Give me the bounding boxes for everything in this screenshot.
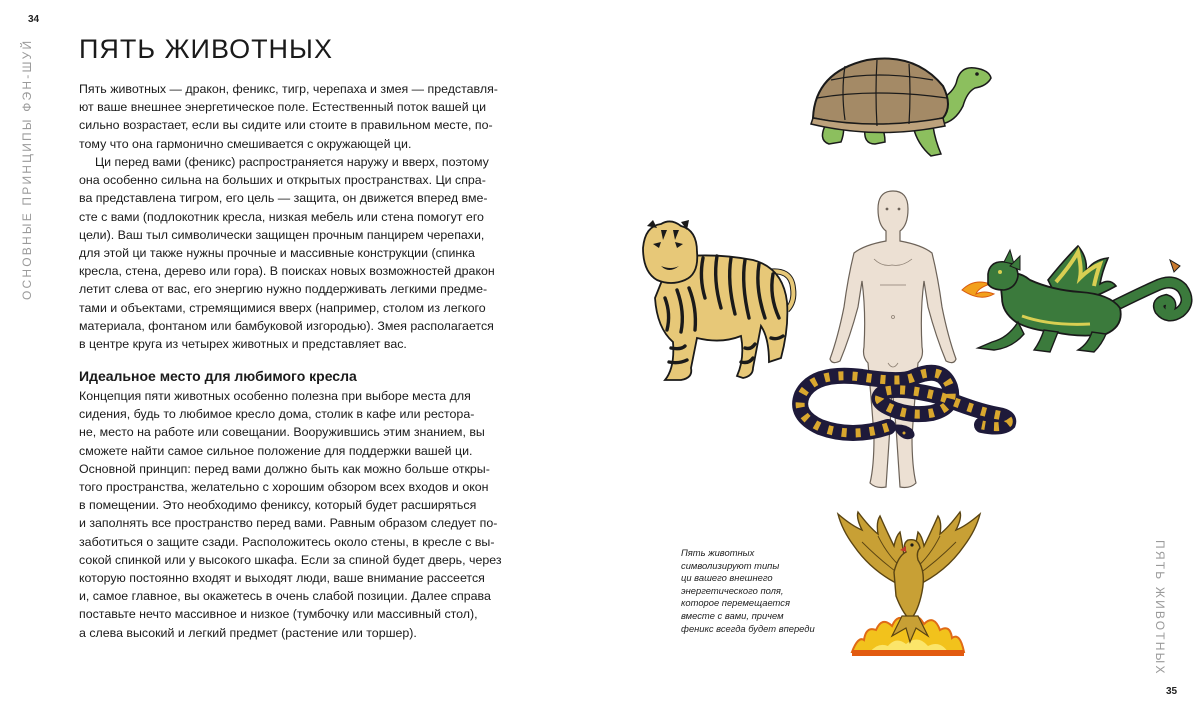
body-text-line: сильно возрастает, если вы сидите или стоите в правильном месте, по- [79,118,493,133]
body-text-line: сокой спинкой или у высокого шкафа. Если за спиной будет дверь, через [79,552,502,567]
caption-line: Пять животных [681,547,755,558]
body-text-line: и заполнять все пространство перед вами. Равным образом следует по- [79,516,498,531]
body-text-line: цели). Ваш тыл символически защищен прочным панцирем черепахи, [79,227,485,242]
body-text-line: а слева высокий и легкий предмет (растение или торшер). [79,625,417,640]
body-text-line: в помещении. Это необходимо фениксу, который будет расширяться [79,498,477,513]
body-text-line: которую постоянно входят и выходят люди, ваше внимание рассеется [79,571,485,586]
page-title: ПЯТЬ ЖИВОТНЫХ [79,34,333,64]
paragraph-3 [79,387,502,642]
caption-line: ци вашего внешнего [681,572,773,584]
body-text-line: тому что она гармонично смешивается с окружающей ци. [79,136,412,151]
running-head-left: ОСНОВНЫЕ ПРИНЦИПЫ ФЭН-ШУЙ [20,38,34,300]
body-text-line: в центре круга из четырех животных и представляет вас. [79,337,407,352]
body-text-line: не, место на работе или совещании. Вооружившись этим знанием, вы [79,425,485,440]
caption-line: феникс всегда будет впереди [681,622,815,634]
caption-line: символизируют типы [681,559,780,571]
body-text-line: Основной принцип: перед вами должно быть как можно больше откры- [79,461,490,476]
body-text-line: материала, фонтаном или бамбуковой изгородью). Змея располагается [79,318,494,333]
tiger-icon [641,218,801,384]
body-text-line: для этой ци также нужны прочные и массивные конструкции (спинка [79,246,475,261]
running-head-right: ПЯТЬ ЖИВОТНЫХ [1153,540,1167,676]
body-text-line: ва представлена тигром, его цель — защита, он движется вперед вме- [79,191,488,206]
body-text-line: Пять животных — дракон, феникс, тигр, черепаха и змея — представля- [79,82,498,96]
page-number-left: 34 [28,14,40,25]
body-text-line: сможете найти самое сильное положение для поддержки вашей ци. [79,443,473,458]
body-text-line: поставьте нечто массивное и низкое (тумбочку или массивный стол), [79,607,478,622]
caption-line: вместе с вами, причем [681,609,784,621]
body-text-line: заботиться о защите сзади. Расположитесь около стены, в кресле с вы- [79,534,495,549]
page-number-right: 35 [1166,686,1178,697]
paragraph-1 [79,80,498,153]
subheading: Идеальное место для любимого кресла [79,368,357,384]
phoenix-icon [832,512,986,658]
body-text-line: кресла, стена, дерево или гора). В поисках новых возможностей дракон [79,264,495,279]
body-text-line: сте с вами (подлокотник кресла, низкая мебель или стена помогут его [79,209,484,224]
body-text-line: того пространства, желательно с хорошим обзором всех входов и окон [79,480,489,495]
body-text-line: ют ваше внешнее энергетическое поле. Естественный поток вашей ци [79,100,487,115]
paragraph-2 [79,153,495,353]
body-text-line: Концепция пяти животных особенно полезна при выборе места для [79,389,471,403]
snake-icon [792,367,1014,449]
body-text-line: летит слева от вас, его энергию нужно поддерживать легкими предме- [79,282,488,297]
body-text-line: тами и объектами, стремящимися вверх (например, столом из легкого [79,300,486,315]
caption-line: которое перемещается [681,597,790,609]
caption-line: энергетического поля, [681,584,784,596]
body-text-line: и, самое главное, вы окажетесь в очень слабой позиции. Далее справа [79,589,491,604]
figure-caption [681,547,821,635]
body-text-line: сидения, будь то любимое кресло дома, столик в кафе или рестора- [79,407,475,422]
turtle-icon [805,52,995,164]
dragon-icon [960,238,1195,360]
body-text-line: Ци перед вами (феникс) распространяется наружу и вверх, поэтому [95,155,489,169]
body-text-line: она особенно сильна на больших и открытых пространствах. Ци спра- [79,173,486,188]
